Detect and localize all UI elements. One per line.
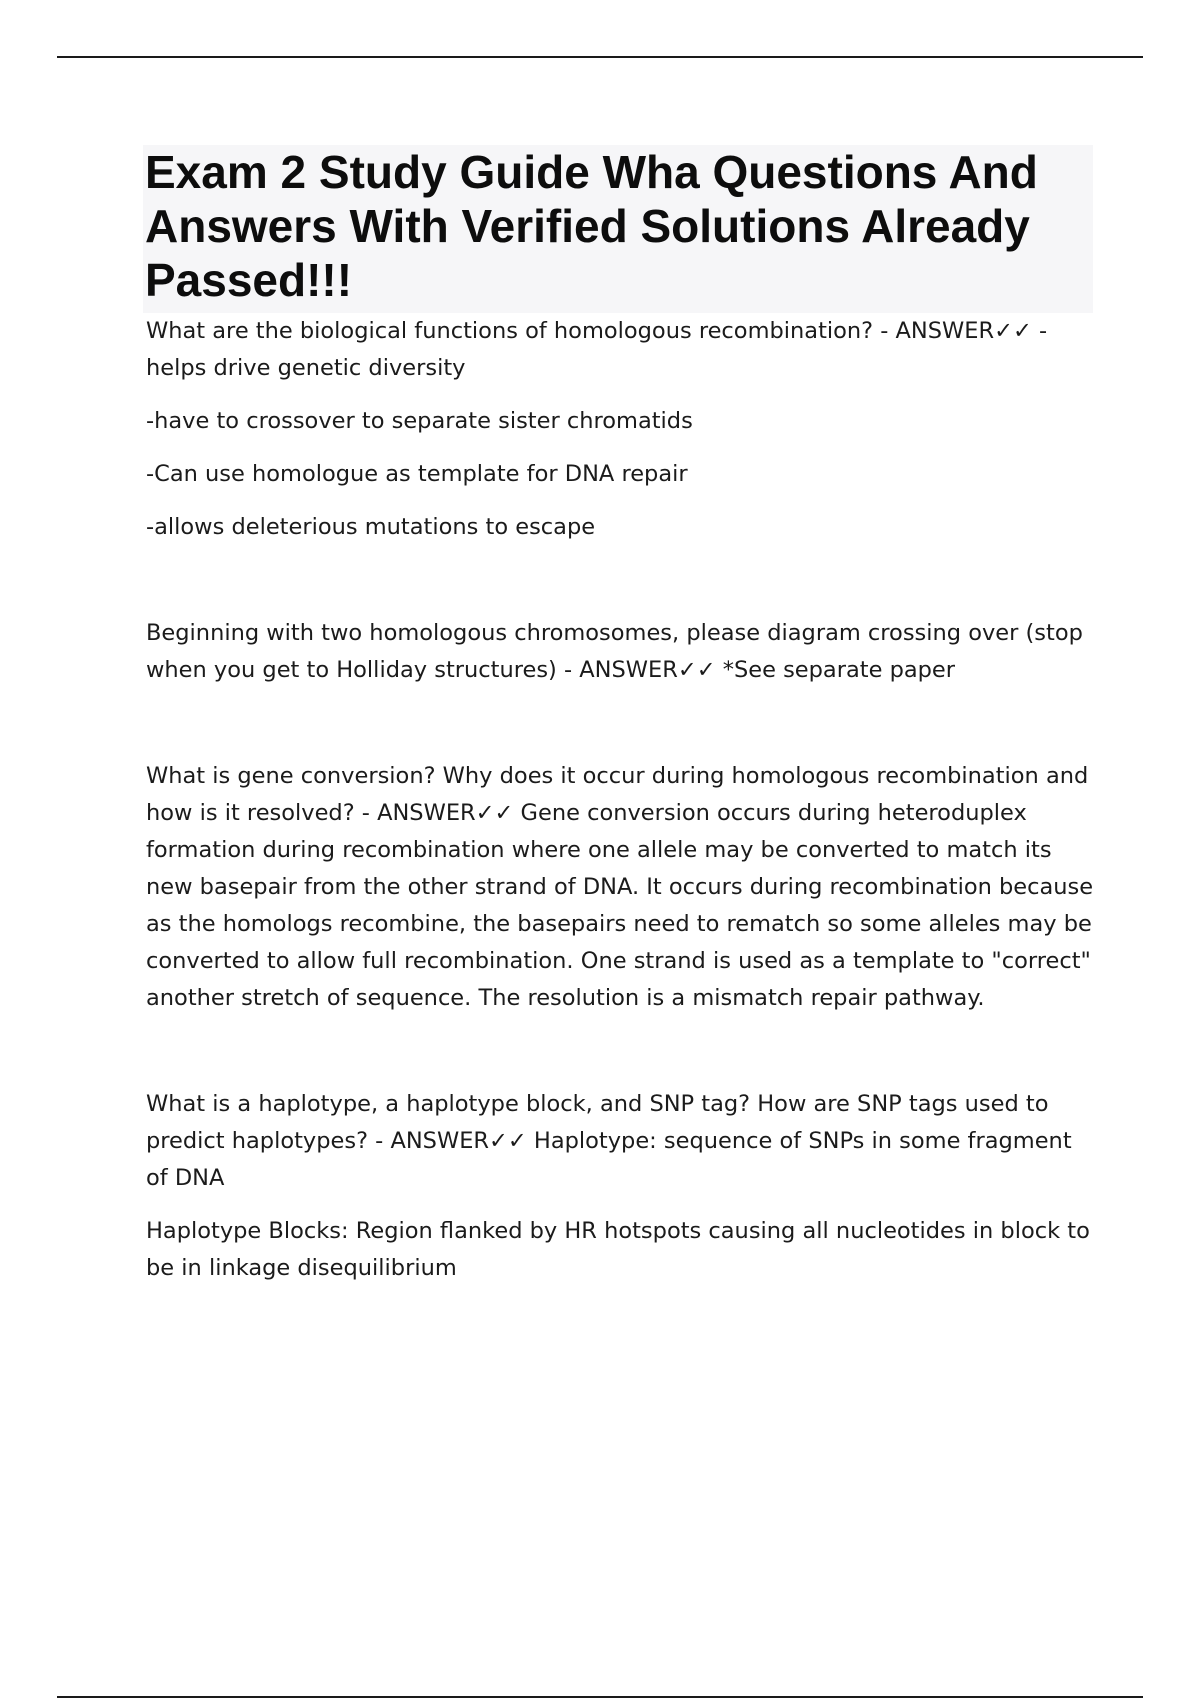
qa-answer-line: -Can use homologue as template for DNA repair [146, 461, 688, 487]
bottom-divider [57, 1696, 1143, 1698]
qa-content [146, 313, 1096, 1287]
qa-question: What is a haplotype, a haplotype block, and SNP tag? How are SNP tags used to predict haplotypes? - ANSWER✓✓ Haplotype: sequence of SNPs in some fragment of DNA [146, 1091, 1072, 1191]
qa-item-4 [146, 1086, 1096, 1287]
qa-question: What are the biological functions of homologous recombination? - ANSWER✓✓ -helps drive genetic diversity [146, 318, 1048, 381]
qa-item-2 [146, 615, 1096, 689]
qa-question: What is gene conversion? Why does it occur during homologous recombination and how is it resolved? - ANSWER✓✓ Gene conversion occurs during heteroduplex formation during recombination where one allele may be converted to match its new basepair from the other strand of DNA. It occurs during recombination because as the homologs recombine, the basepairs need to rematch so some alleles may be converted to allow full recombination. One strand is used as a template to "correct" another stretch of sequence. The resolution is a mismatch repair pathway. [146, 763, 1094, 1011]
qa-answer-line: -allows deleterious mutations to escape [146, 514, 596, 540]
document-title: Exam 2 Study Guide Wha Questions And Answers With Verified Solutions Already Passed!!! [145, 146, 1038, 306]
top-divider [57, 56, 1143, 58]
qa-item-3 [146, 758, 1096, 1017]
title-block [143, 145, 1093, 313]
qa-answer-line: -have to crossover to separate sister chromatids [146, 408, 693, 434]
qa-item-1 [146, 313, 1096, 546]
qa-answer-line: Haplotype Blocks: Region flanked by HR hotspots causing all nucleotides in block to be in linkage disequilibrium [146, 1218, 1090, 1281]
qa-question: Beginning with two homologous chromosomes, please diagram crossing over (stop when you get to Holliday structures) - ANSWER✓✓ *See separate paper [146, 620, 1083, 683]
